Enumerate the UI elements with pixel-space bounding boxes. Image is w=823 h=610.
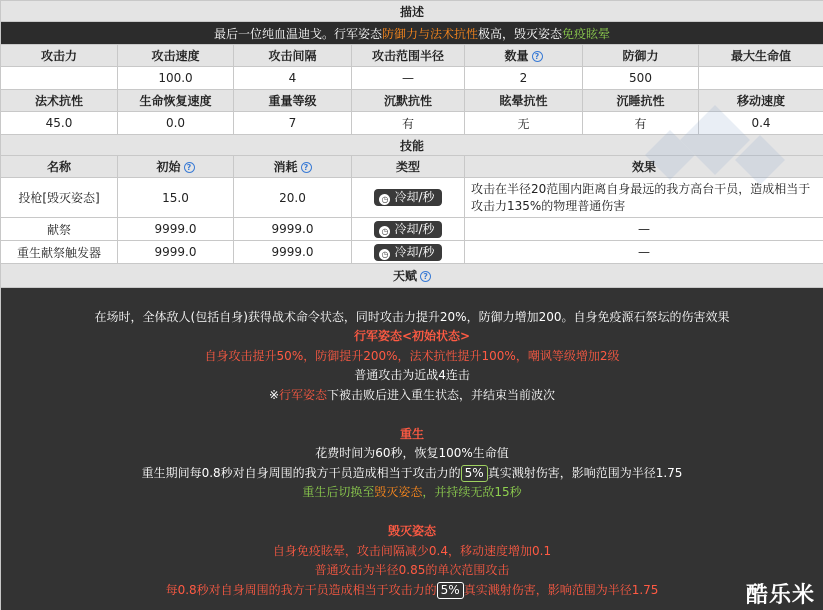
talent-text: ，并持续无敌15秒	[422, 485, 522, 500]
stat-label-res: 法术抗性	[1, 90, 118, 112]
skill-cost: 9999.0	[234, 218, 352, 241]
stat-label-silence-res: 沉默抗性	[352, 90, 465, 112]
description-text-part: 极高，毁灭姿态	[478, 26, 563, 41]
talent-body	[1, 288, 823, 610]
stat-value-stun-res: 无	[465, 112, 583, 135]
skill-type-badge	[374, 221, 441, 238]
skill-name: 重生献祭触发器	[1, 241, 118, 264]
talent-header	[1, 264, 823, 288]
skill-effect: —	[465, 241, 823, 264]
stat-label-range: 攻击范围半径	[352, 45, 465, 67]
talent-rebirth-line: 花费时间为60秒，恢复100%生命值	[315, 446, 509, 461]
skill-initial: 9999.0	[118, 241, 234, 264]
skill-cost: 9999.0	[234, 241, 352, 264]
skill-type	[352, 241, 465, 264]
stat-label-move-speed: 移动速度	[699, 90, 823, 112]
talent-march-line: 普通攻击为近战4连击	[354, 368, 470, 383]
stat-label-stun-res: 眩晕抗性	[465, 90, 583, 112]
stats-labels-row-2	[1, 90, 823, 112]
talent-header-text: 天赋	[393, 269, 418, 283]
skill-initial: 9999.0	[118, 218, 234, 241]
talent-rebirth-title: 重生	[400, 426, 425, 441]
skill-cost: 20.0	[234, 178, 352, 218]
value-box: 5%	[461, 465, 488, 482]
stat-value-range: —	[352, 67, 465, 90]
stat-value-atk-speed: 100.0	[118, 67, 234, 90]
stat-value-atk: 2000	[1, 67, 118, 90]
talent-text: 重生后切换至	[302, 485, 375, 500]
skill-name: 献祭	[1, 218, 118, 241]
skill-effect: 攻击在半径20范围内距离自身最远的我方高台干员，造成相当于攻击力135%的物理普通伤害	[465, 178, 823, 218]
talent-text: 重生期间每0.8秒对自身周围的我方干员造成相当于攻击力的	[141, 465, 461, 480]
skills-col-cost	[234, 156, 352, 178]
talent-highlight: 行军姿态	[279, 387, 328, 402]
spacer	[3, 405, 821, 425]
talent-text: 真实溅射伤害，影响范围为半径1.75	[463, 582, 659, 597]
talent-intro: 在场时，全体敌人(包括自身)获得战术命令状态，同时攻击力提升20%，防御力增加200。自身免疫源石祭坛的伤害效果	[94, 309, 730, 324]
stat-label-atk-speed: 攻击速度	[118, 45, 234, 67]
skill-type-badge	[374, 244, 441, 261]
skill-type	[352, 218, 465, 241]
talent-rebirth-line	[3, 483, 821, 503]
skills-header: 技能	[1, 135, 823, 156]
skill-row	[1, 218, 823, 241]
skills-col-initial	[118, 156, 234, 178]
talent-highlight: 毁灭姿态	[374, 485, 423, 500]
stat-value-move-speed: 0.4	[699, 112, 823, 135]
spacer	[3, 503, 821, 523]
talent-text: 真实溅射伤害，影响范围为半径1.75	[487, 465, 683, 480]
stat-label-def: 防御力	[583, 45, 699, 67]
value-box: 5%	[437, 582, 464, 599]
description-highlight-defense: 防御力与法术抗性	[382, 26, 479, 41]
stat-label-regen: 生命恢复速度	[118, 90, 234, 112]
skill-name: 投枪[毁灭姿态]	[1, 178, 118, 218]
help-icon[interactable]: ?	[420, 271, 431, 282]
skills-col-effect: 效果	[465, 156, 823, 178]
stat-label-atk-interval: 攻击间隔	[234, 45, 352, 67]
talent-march-line	[3, 386, 821, 406]
help-icon[interactable]: ?	[184, 162, 195, 173]
stat-value-max-hp: 60000	[699, 67, 823, 90]
stats-values-row-2	[1, 112, 823, 135]
stat-value-res: 45.0	[1, 112, 118, 135]
talent-destroy-line: 普通攻击为半径0.85的单次范围攻击	[314, 563, 510, 578]
talent-destroy-title: 毁灭姿态	[388, 524, 437, 539]
skill-type-badge	[374, 189, 441, 206]
site-watermark: 酷乐米	[746, 583, 816, 608]
talent-destroy-line: 自身免疫眩晕，攻击间隔减少0.4，移动速度增加0.1	[272, 543, 552, 558]
skill-type	[352, 178, 465, 218]
skills-col-type: 类型	[352, 156, 465, 178]
stat-label-weight: 重量等级	[234, 90, 352, 112]
talent-text: 下被击败后进入重生状态，并结束当前波次	[327, 387, 556, 402]
skills-col-cost-text: 消耗	[273, 160, 298, 174]
skills-col-name: 名称	[1, 156, 118, 178]
description-text	[1, 22, 823, 45]
stat-label-count-text: 数量	[504, 49, 529, 63]
stat-label-atk: 攻击力	[1, 45, 118, 67]
skill-type-text: 冷却/秒	[394, 190, 435, 204]
skills-column-headers	[1, 156, 823, 178]
stat-label-sleep-res: 沉睡抗性	[583, 90, 699, 112]
talent-destroy-line	[3, 581, 821, 601]
skill-row	[1, 241, 823, 264]
talent-march-line: 自身攻击提升50%，防御提升200%，法术抗性提升100%，嘲讽等级增加2级	[204, 348, 620, 363]
stat-value-silence-res: 有	[352, 112, 465, 135]
stat-value-regen: 0.0	[118, 112, 234, 135]
stat-value-def: 500	[583, 67, 699, 90]
stat-value-count: 2	[465, 67, 583, 90]
stat-value-atk-interval: 4	[234, 67, 352, 90]
clock-icon: ◷	[379, 226, 390, 237]
stat-value-weight: 7	[234, 112, 352, 135]
stats-values-row-1	[1, 67, 823, 90]
note-mark: ※	[268, 387, 280, 402]
skill-row	[1, 178, 823, 218]
stat-label-count	[465, 45, 583, 67]
help-icon[interactable]: ?	[532, 51, 543, 62]
skill-effect: —	[465, 218, 823, 241]
talent-text: 每0.8秒对自身周围的我方干员造成相当于攻击力的	[165, 582, 437, 597]
talent-march-title: 行军姿态<初始状态>	[353, 329, 471, 344]
skills-col-initial-text: 初始	[156, 160, 181, 174]
stat-label-max-hp: 最大生命值	[699, 45, 823, 67]
clock-icon: ◷	[379, 249, 390, 260]
skill-type-text: 冷却/秒	[394, 221, 435, 236]
description-header: 描述	[1, 1, 823, 22]
skill-type-text: 冷却/秒	[394, 244, 435, 259]
stats-labels-row-1	[1, 45, 823, 67]
description-highlight-stun: 免疫眩晕	[562, 26, 611, 41]
clock-icon: ◷	[379, 194, 390, 205]
help-icon[interactable]: ?	[301, 162, 312, 173]
skill-initial: 15.0	[118, 178, 234, 218]
description-text-part: 最后一位纯血温迪戈。行军姿态	[213, 26, 382, 41]
talent-rebirth-line	[3, 464, 821, 484]
stat-value-sleep-res: 有	[583, 112, 699, 135]
